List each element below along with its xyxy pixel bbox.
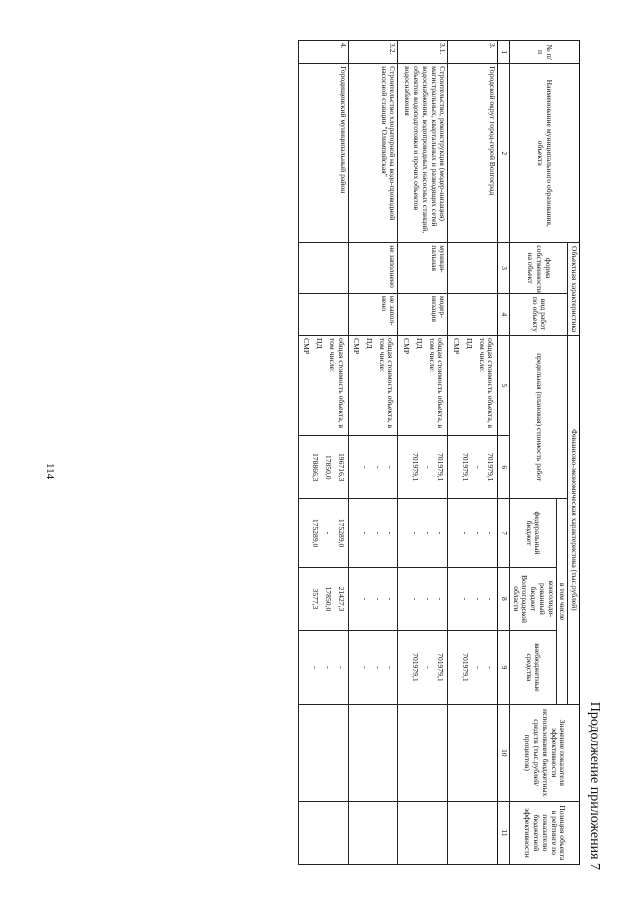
page-number: 114 — [44, 463, 56, 480]
ownership: муници-пальная — [398, 243, 448, 294]
column-number: 5 — [498, 336, 510, 436]
cost-label: ПД — [365, 338, 375, 349]
column-number: 11 — [498, 801, 510, 864]
column-number: 1 — [498, 41, 510, 64]
ownership: не заполнено — [348, 243, 398, 294]
rotated-page — [172, 40, 602, 875]
object-name: Городищенский муниципальный район — [298, 64, 348, 243]
ownership — [448, 243, 498, 294]
cost-label: общая стоимость объекта, в том числе: — [327, 338, 346, 429]
extra-value-cell — [298, 631, 348, 705]
extra-value: - — [323, 666, 333, 669]
consolidated-value: - — [373, 597, 383, 601]
cost-value: 17850,0 — [323, 454, 333, 480]
cost-label-cell — [398, 336, 448, 436]
federal-value: - — [323, 531, 333, 535]
row-number: 3. — [448, 41, 498, 64]
cost-label: ПД — [315, 338, 325, 349]
cost-value: 196716,3 — [336, 452, 346, 482]
cost-label: СМР — [302, 338, 312, 355]
rating-value — [298, 801, 348, 864]
cost-value: 178866,3 — [311, 452, 321, 482]
hdr-work-type: вид работ по объекту — [509, 293, 567, 335]
federal-value-cell — [448, 499, 498, 567]
consolidated-value: - — [410, 597, 420, 601]
column-number: 10 — [498, 704, 510, 801]
hdr-object-char: Объектная характеристика — [568, 243, 580, 336]
cost-value: 701979,1 — [460, 452, 470, 482]
extra-value: - — [336, 666, 346, 669]
consolidated-value: - — [361, 597, 371, 601]
extra-value: 701979,1 — [460, 653, 470, 682]
rating-value — [448, 801, 498, 864]
extra-value: 701979,1 — [436, 653, 446, 682]
federal-value: - — [436, 531, 446, 535]
cost-value: - — [361, 465, 371, 469]
hdr-fin-char: Финансово-экономическая характеристика (тыс.рублей) — [568, 336, 580, 705]
hdr-rating: Позиция объекта в рейтинге по показателю бюджетной эффективности — [509, 801, 579, 864]
object-name: Городской округ город-герой Волгоград — [448, 64, 498, 243]
cost-label-cell — [348, 336, 398, 436]
hdr-efficiency: Значение показателя эффективности использования бюджетных средств (тыс.рублей/процентов) — [509, 704, 579, 801]
extra-value: - — [386, 666, 396, 669]
federal-value: - — [473, 531, 483, 535]
column-number: 6 — [498, 436, 510, 499]
federal-value-cell — [398, 499, 448, 567]
work-type: не запол-нено — [348, 293, 398, 335]
extra-value: - — [373, 666, 383, 669]
cost-label: СМР — [452, 338, 462, 355]
federal-value-cell — [298, 499, 348, 567]
extra-value-cell — [398, 631, 448, 705]
consolidated-value: - — [386, 597, 396, 601]
cost-value: - — [423, 465, 433, 469]
hdr-incl: в том числе — [556, 499, 568, 704]
consolidated-value: 3577,3 — [311, 588, 321, 610]
extra-value: - — [423, 666, 433, 669]
cost-label: СМР — [402, 338, 412, 355]
consolidated-value-cell — [348, 567, 398, 630]
work-type — [448, 293, 498, 335]
cost-label: общая стоимость объекта, в том числе: — [377, 338, 396, 429]
consolidated-value: 21427,3 — [336, 586, 346, 612]
federal-value: - — [373, 531, 383, 535]
consolidated-value-cell — [398, 567, 448, 630]
consolidated-value-cell — [448, 567, 498, 630]
efficiency-value — [298, 704, 348, 801]
extra-value: - — [486, 666, 496, 669]
consolidated-value: 17850,0 — [323, 586, 333, 612]
table-row — [348, 41, 398, 865]
ownership — [298, 243, 348, 294]
work-type — [298, 293, 348, 335]
column-number: 9 — [498, 631, 510, 705]
rating-value — [398, 801, 448, 864]
cost-value: - — [473, 465, 483, 469]
extra-value: - — [473, 666, 483, 669]
federal-value: 175289,0 — [336, 518, 346, 548]
cost-value: 701979,1 — [410, 452, 420, 482]
column-number: 8 — [498, 567, 510, 630]
consolidated-value: - — [423, 597, 433, 601]
consolidated-value: - — [460, 597, 470, 601]
object-name: Строительство, реконструкция (модер-низация) магистральных, квартальных и разводящих сетей водоснабжения, водопроводных насосных станций, объектов водоподготовки и прочих объектов водоснабжения — [398, 64, 448, 243]
continuation-title: Продолжение приложения 7 — [587, 701, 602, 870]
table-row — [398, 41, 448, 865]
extra-value-cell — [448, 631, 498, 705]
cost-label: ПД — [414, 338, 424, 349]
consolidated-value: - — [486, 597, 496, 601]
hdr-federal: федеральный бюджет — [509, 499, 556, 567]
federal-value: - — [423, 531, 433, 535]
row-number: 3.1. — [398, 41, 448, 64]
column-number-row — [498, 41, 510, 865]
federal-value: - — [486, 531, 496, 535]
efficiency-value — [448, 704, 498, 801]
column-number: 2 — [498, 64, 510, 243]
cost-value-cell — [298, 436, 348, 499]
cost-value: - — [373, 465, 383, 469]
cost-value: 701979,1 — [486, 452, 496, 482]
extra-value: 701979,1 — [410, 653, 420, 682]
extra-value: - — [311, 666, 321, 669]
cost-label: СМР — [352, 338, 362, 355]
table-row — [448, 41, 498, 865]
efficiency-value — [398, 704, 448, 801]
hdr-no: № п/п — [509, 41, 579, 64]
cost-label-cell — [298, 336, 348, 436]
hdr-consolidated: консолиди-рованный бюджет Волгоградской области — [509, 567, 556, 630]
hdr-extra: внебюджетные средства — [509, 631, 556, 705]
federal-value: - — [410, 531, 420, 535]
federal-value: 175289,0 — [311, 518, 321, 548]
cost-value: 701979,1 — [436, 452, 446, 482]
financial-table — [298, 40, 580, 865]
cost-label: общая стоимость объекта, в том числе: — [427, 338, 446, 429]
hdr-ownership: форма собственности на объект — [509, 243, 567, 294]
hdr-name: Наименование муниципального образования, объекта — [509, 64, 579, 243]
consolidated-value: - — [436, 597, 446, 601]
column-number: 4 — [498, 293, 510, 335]
cost-label-cell — [448, 336, 498, 436]
column-number: 3 — [498, 243, 510, 294]
extra-value: - — [361, 666, 371, 669]
table-body — [298, 41, 498, 865]
table-row — [298, 41, 348, 865]
row-number: 4. — [298, 41, 348, 64]
federal-value: - — [361, 531, 371, 535]
consolidated-value-cell — [298, 567, 348, 630]
hdr-cost: предельная (плановая) стоимость работ — [509, 336, 567, 499]
row-number: 3.2. — [348, 41, 398, 64]
rating-value — [348, 801, 398, 864]
object-name: Строительство хлораторной на водо-проводной насосной станции "Олимпийская" — [348, 64, 398, 243]
cost-label: ПД — [464, 338, 474, 349]
cost-value-cell — [398, 436, 448, 499]
consolidated-value: - — [473, 597, 483, 601]
federal-value-cell — [348, 499, 398, 567]
extra-value-cell — [348, 631, 398, 705]
efficiency-value — [348, 704, 398, 801]
cost-value: - — [386, 465, 396, 469]
cost-value-cell — [348, 436, 398, 499]
cost-value-cell — [448, 436, 498, 499]
cost-label: общая стоимость объекта, в том числе: — [477, 338, 496, 429]
federal-value: - — [460, 531, 470, 535]
column-number: 7 — [498, 499, 510, 567]
federal-value: - — [386, 531, 396, 535]
work-type: модер-низация — [398, 293, 448, 335]
